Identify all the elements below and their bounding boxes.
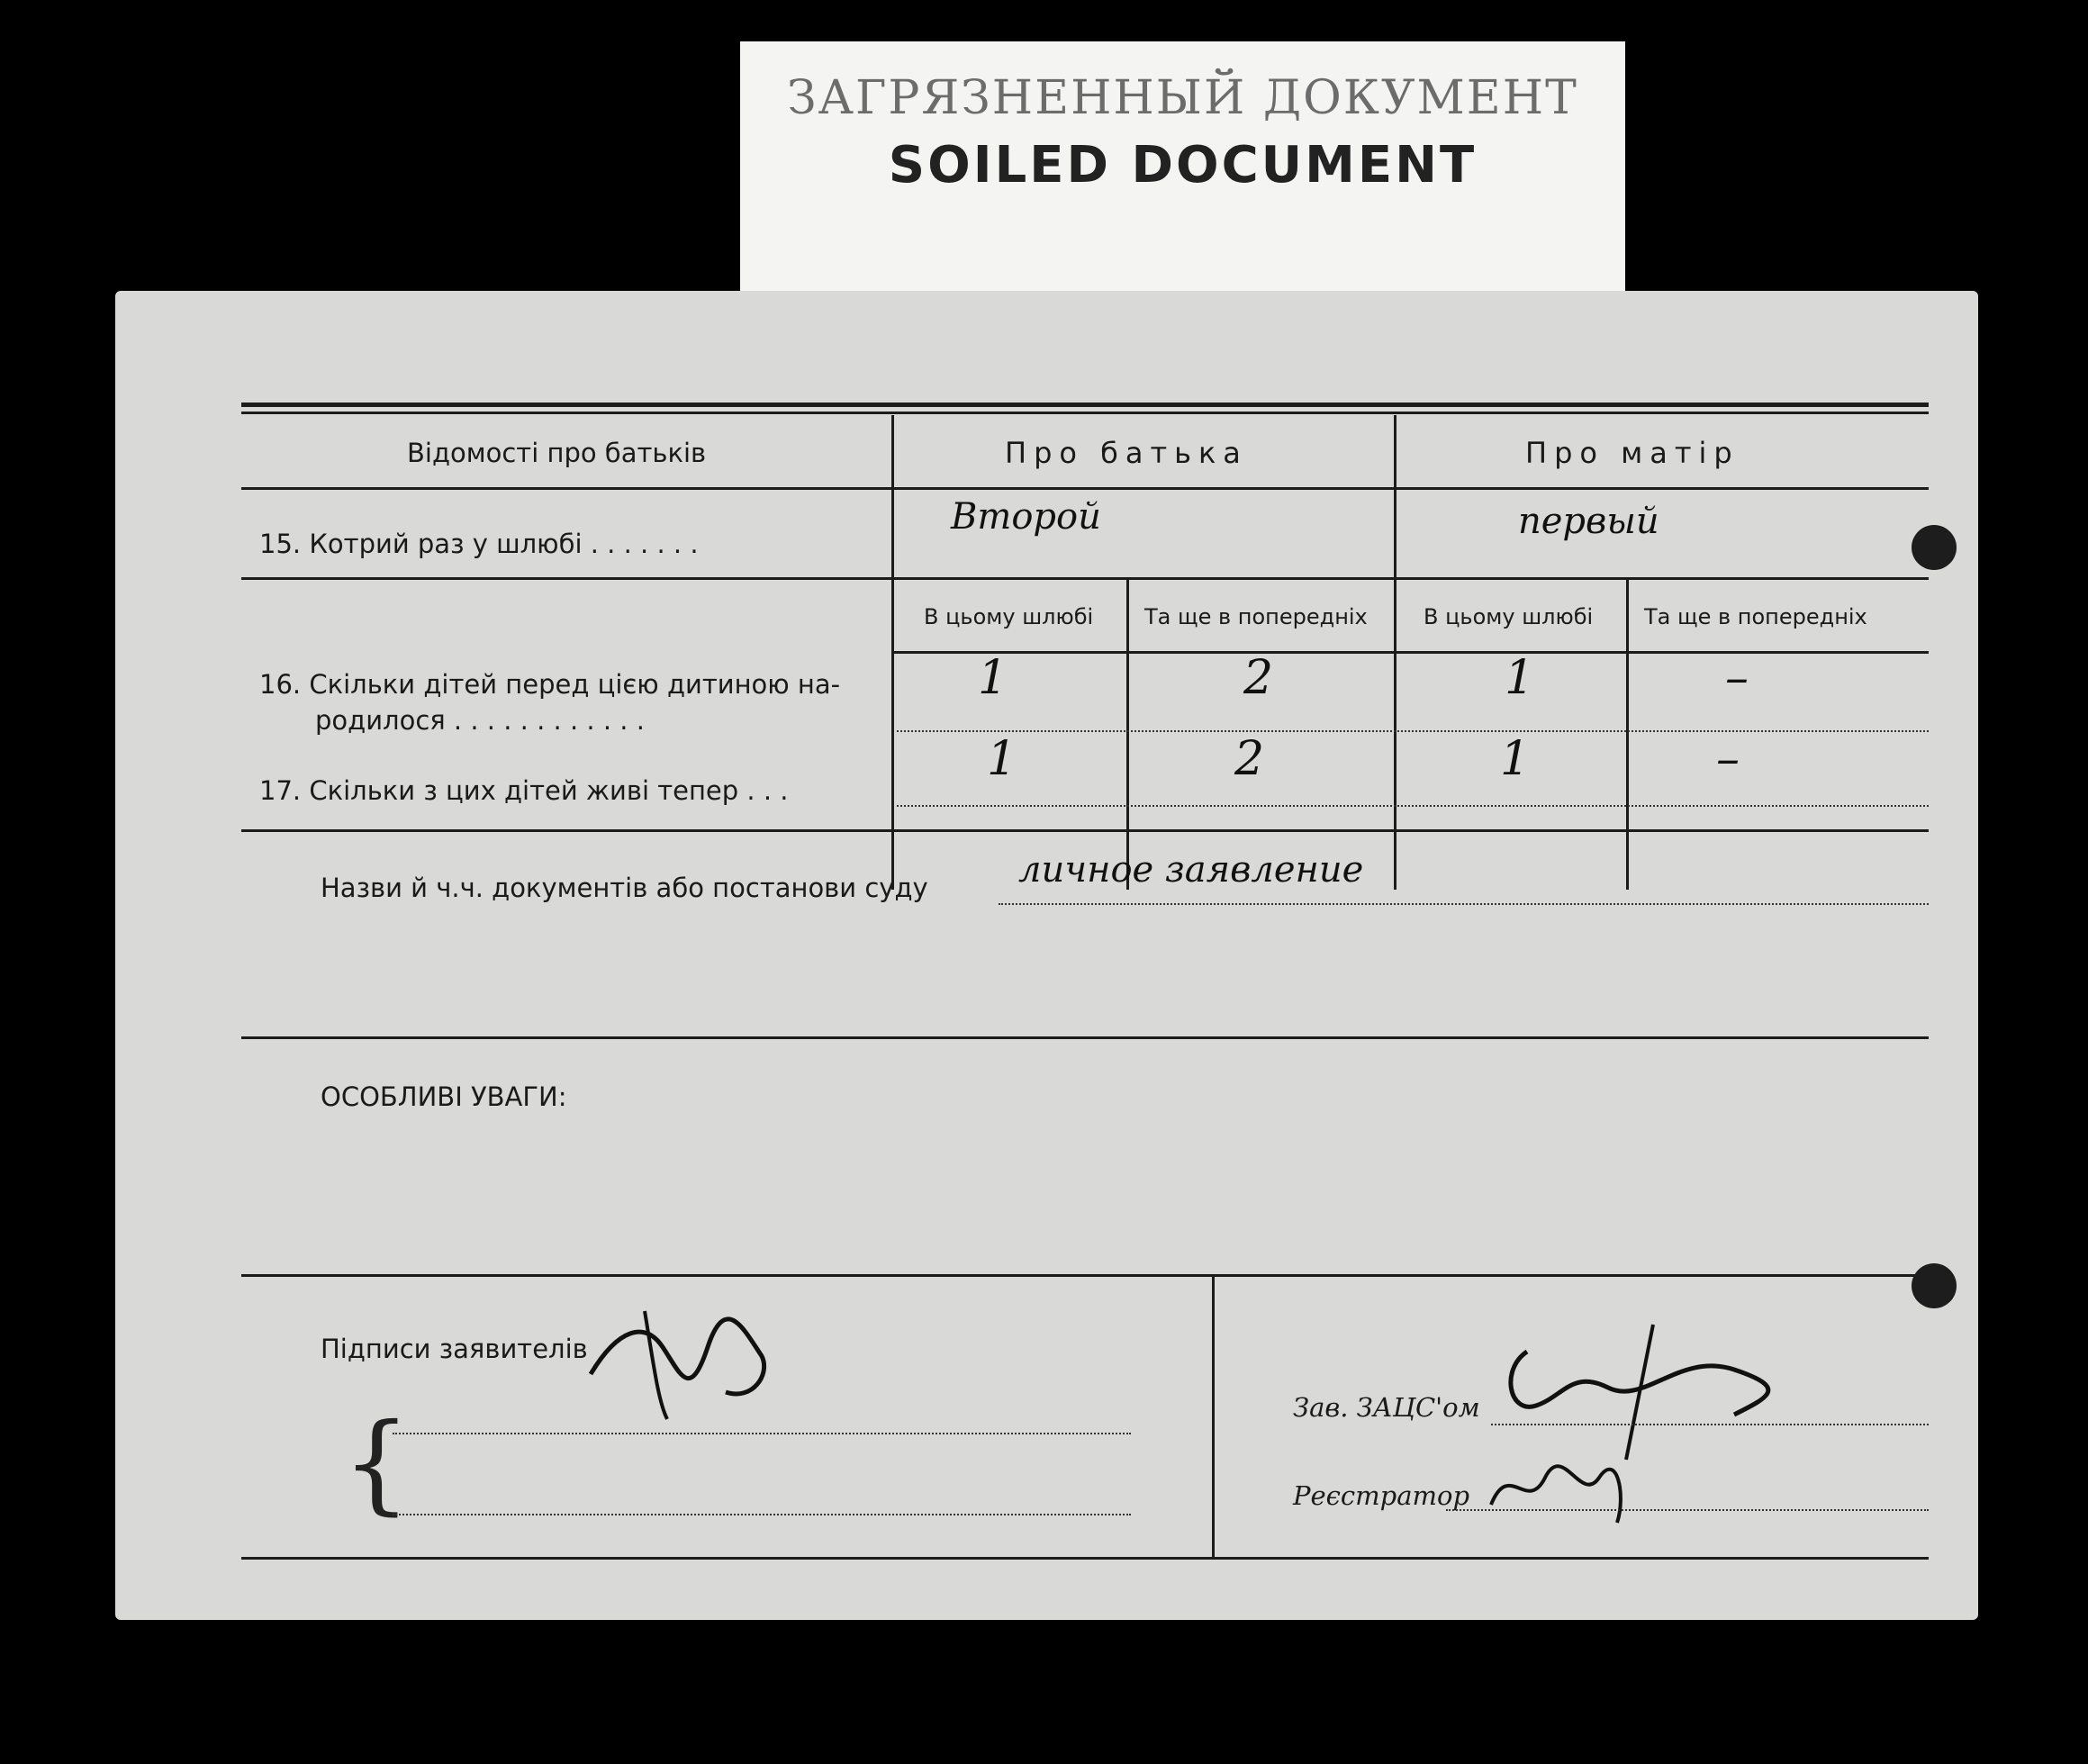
form-area <box>194 316 1978 1620</box>
sub-mother-this: В цьому шлюбі <box>1424 604 1594 629</box>
q17-father-this: 1 <box>987 732 1017 786</box>
q17-label: 17. Скільки з цих дітей живі тепер . . . <box>259 775 789 806</box>
q16-father-this: 1 <box>978 651 1008 705</box>
divider-signatures <box>1212 1274 1215 1558</box>
q16-dotted-line <box>897 730 1929 732</box>
divider-mother-sub <box>1626 577 1629 890</box>
registrar-signature <box>1482 1442 1644 1532</box>
q15-mother-answer: первый <box>1518 501 1659 542</box>
q16-father-prev: 2 <box>1243 651 1274 705</box>
q17-mother-this: 1 <box>1500 732 1531 786</box>
applicants-brace: { <box>342 1401 411 1526</box>
bottom-rule <box>241 1557 1929 1560</box>
registrar-line <box>1446 1509 1929 1511</box>
header-rule <box>241 487 1929 490</box>
documents-rule <box>241 1036 1929 1039</box>
header-parents: Відомості про батьків <box>407 438 707 468</box>
q16-label-line1: 16. Скільки дітей перед цією дитиною на- <box>259 669 841 700</box>
q16-label-line2: родилося . . . . . . . . . . . . <box>315 705 645 736</box>
divider-father-sub <box>1126 577 1129 890</box>
applicant-line-1 <box>393 1433 1131 1434</box>
header-father: Про батька <box>1005 436 1248 470</box>
q15-father-answer: Второй <box>951 496 1101 538</box>
record-card <box>115 291 1978 1620</box>
q16-mother-prev: – <box>1725 651 1749 705</box>
q17-mother-prev: – <box>1716 732 1740 786</box>
top-rule <box>241 403 1929 407</box>
q15-label: 15. Котрий раз у шлюбі . . . . . . . <box>259 529 699 559</box>
sub-mother-prev: Та ще в попередніх <box>1644 604 1867 629</box>
special-notes-label: ОСОБЛИВІ УВАГИ: <box>321 1081 567 1112</box>
sub-father-prev: Та ще в попередніх <box>1144 604 1368 629</box>
punch-hole <box>1912 1263 1957 1308</box>
registrar-label: Реєстратор <box>1293 1480 1470 1511</box>
applicants-label: Підписи заявителів <box>321 1334 588 1364</box>
soiled-document-stamp <box>740 41 1625 307</box>
notes-rule <box>241 1274 1929 1277</box>
head-line <box>1491 1424 1929 1425</box>
top-rule-2 <box>241 412 1929 414</box>
documents-label: Назви й ч.ч. документів або постанови суду <box>321 873 928 903</box>
documents-answer: личное заявление <box>1018 849 1364 891</box>
stamp-line-english: SOILED DOCUMENT <box>888 136 1478 194</box>
sub-father-this: В цьому шлюбі <box>924 604 1094 629</box>
q16-mother-this: 1 <box>1505 651 1535 705</box>
q15-rule <box>241 577 1929 580</box>
stamp-line-russian: ЗАГРЯЗНЕННЫЙ ДОКУМЕНТ <box>787 71 1578 125</box>
head-label: Зав. ЗАЦС'ом <box>1293 1392 1480 1423</box>
q17-dotted-line <box>897 805 1929 807</box>
header-mother: Про матір <box>1525 436 1740 470</box>
q17-rule <box>241 829 1929 832</box>
subheader-rule <box>891 651 1929 654</box>
punch-hole <box>1912 525 1957 570</box>
q17-father-prev: 2 <box>1234 732 1265 786</box>
documents-dotted-line <box>999 903 1929 905</box>
applicant-line-2 <box>393 1514 1131 1515</box>
applicant-signature <box>582 1293 789 1428</box>
